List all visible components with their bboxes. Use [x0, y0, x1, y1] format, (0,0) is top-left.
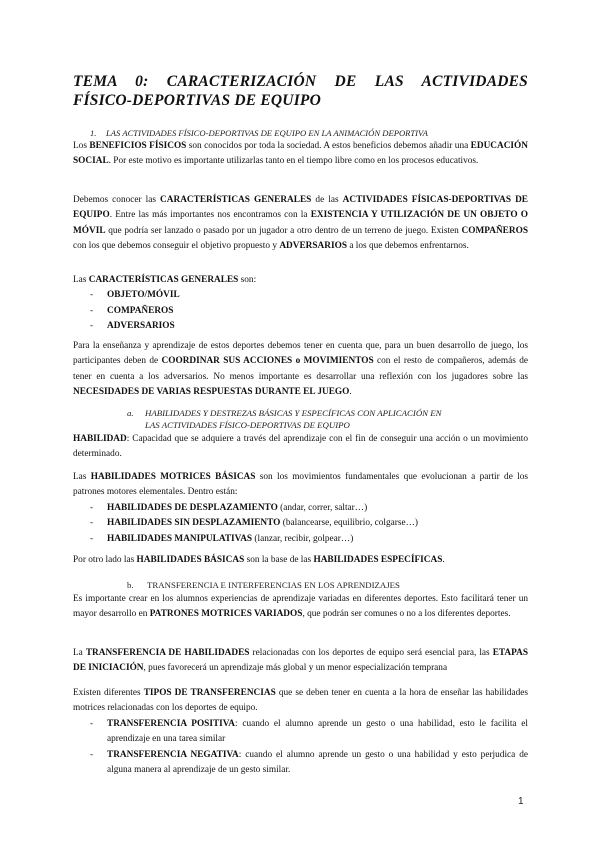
list-item [73, 288, 528, 303]
bold-text: HABILIDADES DE DESPLAZAMIENTO [107, 502, 278, 513]
text: . [349, 387, 352, 398]
bold-text: TIPOS DE TRANSFERENCIAS [143, 688, 276, 698]
bold-text: HABILIDADES SIN DESPLAZAMIENTO [107, 518, 281, 529]
bold-text: TRANSFERENCIA NEGATIVA [107, 749, 239, 760]
text: : Capacidad que se adquiere a través del aprendizaje con el fin de conseguir una acción o un movimiento determinado. [73, 434, 528, 460]
paragraph-transferencia [73, 646, 528, 677]
dash-bullet: - [90, 533, 94, 544]
paragraph-habilidades-basicas [73, 553, 528, 568]
text: relacionadas con los deportes de equipo será esencial para, las [249, 648, 493, 658]
text: . Entre las más importantes nos encontramos con la [109, 210, 311, 221]
title-line-1: TEMA 0: CARACTERIZACIÓN DE LAS ACTIVIDADES [73, 73, 528, 90]
bold-text: ADVERSARIOS [107, 321, 175, 332]
paragraph-ensenanza [73, 339, 528, 401]
bold-text: HABILIDADES MOTRICES BÁSICAS [90, 472, 256, 482]
bold-text: NECESIDADES DE VARIAS RESPUESTAS DURANTE EL JUEGO [73, 387, 350, 398]
text: son los movimientos fundamentales que evolucionan a partir de los patrones motores elementales. Dentro están: [73, 472, 529, 498]
bold-text: HABILIDADES BÁSICAS [136, 555, 245, 565]
bold-text: HABILIDADES ESPECÍFICAS [313, 555, 443, 565]
text: son: [238, 275, 257, 285]
text: . [442, 555, 445, 565]
section-b-heading [127, 579, 527, 591]
dash-bullet: - [90, 718, 94, 729]
list-intro [73, 273, 528, 288]
text: La [73, 648, 86, 658]
text: , que podrán ser comunes o no a los diferentes deportes. [302, 609, 511, 620]
bold-text: COMPAÑEROS [461, 225, 528, 236]
transfer-types-list [73, 717, 528, 779]
bold-text: CARACTERÍSTICAS GENERALES [160, 195, 312, 205]
section-1-heading [90, 127, 530, 139]
section-a-heading-line-1: HABILIDADES Y DESTREZAS BÁSICAS Y ESPECÍFICAS CON APLICACIÓN EN [145, 408, 442, 418]
paragraph-caracteristicas [73, 193, 528, 255]
list-item [73, 501, 528, 516]
paragraph-text [73, 470, 528, 501]
bold-text: CARACTERÍSTICAS GENERALES [88, 275, 239, 285]
list-item [73, 319, 528, 334]
list-item [73, 532, 528, 547]
bold-text: ETAPAS DE INICIACIÓN [73, 648, 528, 674]
paragraph-text [73, 686, 528, 717]
bold-text: BENEFICIOS FÍSICOS [89, 141, 187, 151]
bold-text: HABILIDADES MANIPULATIVAS [107, 533, 253, 544]
text: Es importante crear en los alumnos experiencias de aprendizaje variadas en diferentes deportes. Esto facilitará tener un mayor desarrollo en [73, 594, 528, 620]
dash-bullet: - [90, 749, 94, 760]
section-b-letter: b. [127, 580, 134, 590]
bold-text: EXISTENCIA Y UTILIZACIÓN DE UN OBJETO O MÓVIL [73, 210, 528, 236]
text: con el resto de compañeros, además de tener en cuenta a los adversarios. No menos importante es desarrollar una reflexión con los jugadores sobre las [73, 356, 528, 382]
text: que podría ser lanzado o pasado por un jugador a otro dentro de un terreno de juego. Existen [105, 225, 462, 236]
section-a-heading-line-2: LAS ACTIVIDADES FÍSICO-DEPORTIVAS DE EQUIPO [145, 420, 350, 430]
text: . Por este motivo es importante utilizarlas tanto en el tiempo libre como en los procesos educativos. [108, 156, 479, 167]
text: Debemos conocer las [73, 195, 161, 205]
text: , pues favorecerá un aprendizaje más global y un menor especialización temprana [143, 663, 448, 674]
text: : cuando el alumno aprende un gesto o una habilidad, esto le facilita el aprendizaje en una tarea similar [107, 718, 528, 745]
bold-text: TRANSFERENCIA DE HABILIDADES [85, 648, 250, 658]
list-item [73, 304, 528, 319]
text: que se deben tener en cuenta a la hora de enseñar las habilidades motrices relacionadas con los deportes de equipo. [73, 688, 528, 714]
text: Los [73, 141, 90, 151]
text: Las [73, 275, 89, 285]
bold-text: EDUCACIÓN SOCIAL [73, 141, 528, 167]
dash-bullet: - [90, 305, 94, 316]
section-1-number: 1. [90, 128, 97, 138]
section-b-heading-text: TRANSFERENCIA E INTERFERENCIAS EN LOS APRENDIZAJES [147, 580, 400, 590]
bold-text: OBJETO/MÓVIL [107, 290, 180, 301]
paragraph-beneficios [73, 139, 528, 170]
text: de las [311, 195, 343, 205]
dash-bullet: - [90, 502, 94, 513]
bold-text: ADVERSARIOS [279, 241, 347, 252]
text: con los que debemos conseguir el objetivo propuesto y [73, 241, 280, 252]
text: (balancearse, equilibrio, colgarse…) [280, 518, 419, 529]
text: Para la enseñanza y aprendizaje de estos deportes debemos tener en cuenta que, para un buen desarrollo de juego, los participantes deben de [73, 341, 528, 367]
bold-text: PATRONES MOTRICES VARIADOS [149, 609, 303, 620]
text: (andar, correr, saltar…) [277, 502, 368, 513]
section-1-heading-text: LAS ACTIVIDADES FÍSICO-DEPORTIVAS DE EQUIPO EN LA ANIMACIÓN DEPORTIVA [106, 128, 428, 138]
paragraph-habilidades-motrices [73, 470, 528, 547]
bold-text: COORDINAR SUS ACCIONES o MOVIMIENTOS [161, 356, 374, 367]
dash-bullet: - [90, 518, 94, 529]
skills-list [73, 501, 528, 547]
text: Por otro lado las [73, 555, 137, 565]
list-item [73, 748, 528, 779]
section-a-heading [127, 407, 527, 431]
bold-text: ACTIVIDADES FÍSICAS-DEPORTIVAS DE EQUIPO [73, 195, 528, 221]
title-line-2: FÍSICO-DEPORTIVAS DE EQUIPO [73, 92, 321, 109]
text: son la base de las [244, 555, 314, 565]
page-title [73, 72, 528, 110]
text: a los que debemos enfrentarnos. [347, 241, 469, 252]
section-a-letter: a. [127, 408, 134, 418]
text: son conocidos por toda la sociedad. A estos beneficios debemos añadir una [186, 141, 471, 151]
list-item [73, 516, 528, 531]
dash-bullet: - [90, 290, 94, 301]
bold-text: TRANSFERENCIA POSITIVA [107, 718, 236, 729]
list-item [73, 717, 528, 748]
bold-text: COMPAÑEROS [107, 305, 174, 316]
paragraph-experiencias [73, 592, 528, 623]
paragraph-caracteristicas-list [73, 273, 528, 335]
paragraph-tipos-transferencias [73, 686, 528, 778]
paragraph-habilidad [73, 432, 528, 463]
characteristics-list [73, 288, 528, 334]
dash-bullet: - [90, 321, 94, 332]
text: Las [73, 472, 91, 482]
text: (lanzar, recibir, golpear…) [252, 533, 354, 544]
bold-text: HABILIDAD [73, 434, 127, 444]
text: Existen diferentes [73, 688, 144, 698]
page-number: 1 [518, 796, 524, 807]
text: : cuando el alumno aprende un gesto o una habilidad y esto perjudica de alguna manera al aprendizaje de un gesto similar. [107, 749, 528, 776]
